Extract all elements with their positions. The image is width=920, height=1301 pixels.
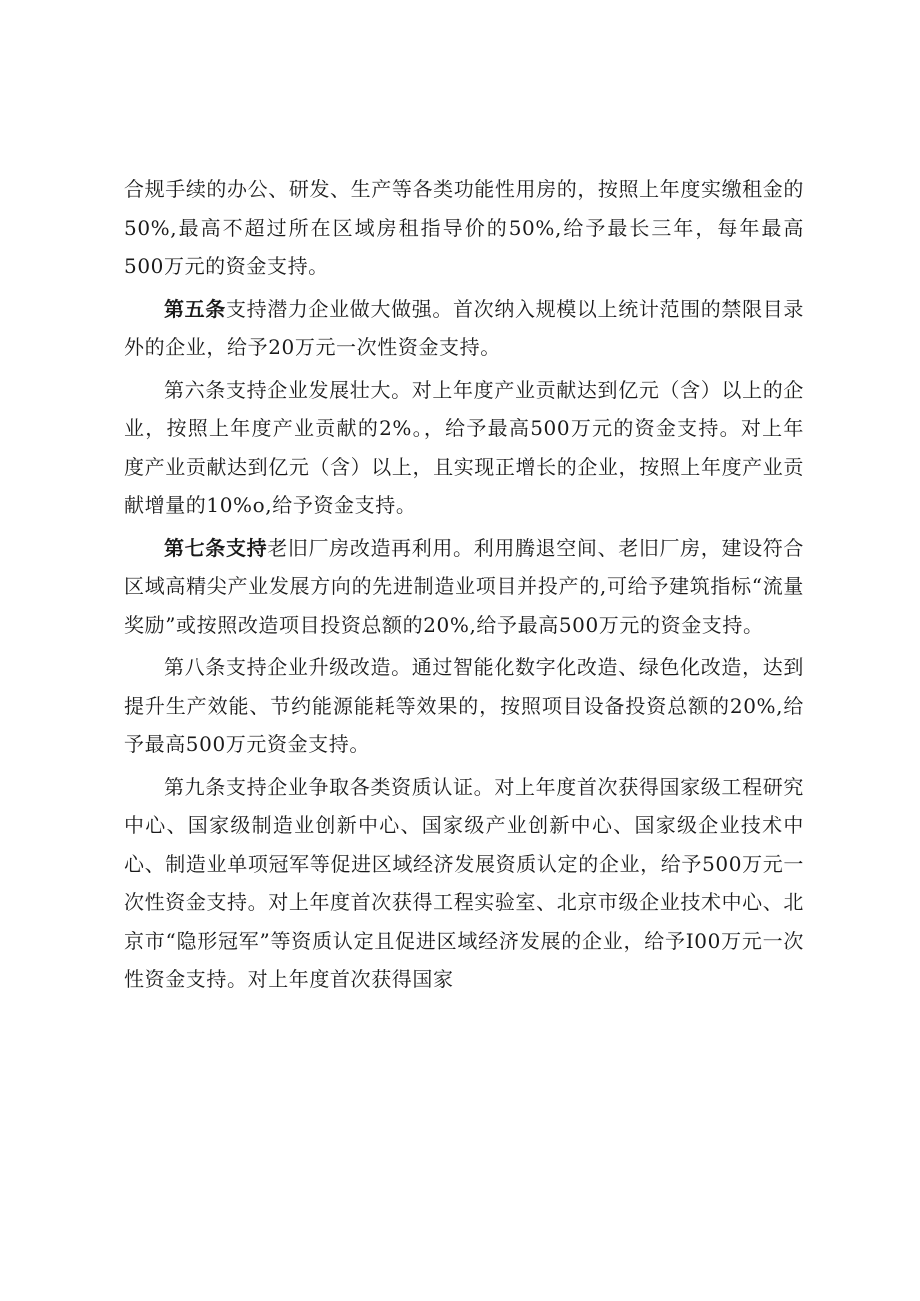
paragraph-article-9 xyxy=(124,768,804,999)
paragraph-article-7 xyxy=(124,529,804,645)
document-body xyxy=(124,170,804,1003)
paragraph-text: 老旧厂房改造再利用。利用腾退空间、老旧厂房，建设符合区域高精尖产业发展方向的先进制造业项目并投产的,可给予建筑指标“流量奖励”或按照改造项目投资总额的20%,给予最高500万元的资金支持。 xyxy=(124,535,804,637)
paragraph-article-6 xyxy=(124,371,804,525)
paragraph-text: 支持企业发展壮大。对上年度产业贡献达到亿元（含）以上的企业，按照上年度产业贡献的2%。，给予最高500万元的资金支持。对上年度产业贡献达到亿元（含）以上，且实现正增长的企业，按照上年度产业贡献增量的10%o,给予资金支持。 xyxy=(124,377,804,517)
paragraph-continuation xyxy=(124,170,804,286)
paragraph-article-8 xyxy=(124,648,804,764)
paragraph-text: 支持潜力企业做大做强。首次纳入规模以上统计范围的禁限目录外的企业，给予20万元一次性资金支持。 xyxy=(124,296,804,359)
article-heading: 第八条 xyxy=(164,655,226,679)
article-heading: 第九条 xyxy=(164,774,226,799)
article-heading: 第七条支持 xyxy=(164,535,268,560)
article-heading: 第五条 xyxy=(164,296,226,321)
paragraph-article-5 xyxy=(124,290,804,367)
paragraph-text: 支持企业争取各类资质认证。对上年度首次获得国家级工程研究中心、国家级制造业创新中心、国家级产业创新中心、国家级企业技术中心、制造业单项冠军等促进区域经济发展资质认定的企业，给予500万元一次性资金支持。对上年度首次获得工程实验室、北京市级企业技术中心、北京市“隐形冠军”等资质认定且促进区域经济发展的企业，给予I00万元一次性资金支持。对上年度首次获得国家 xyxy=(124,774,804,991)
article-heading: 第六条 xyxy=(164,377,226,402)
paragraph-text: 合规手续的办公、研发、生产等各类功能性用房的，按照上年度实缴租金的50%,最高不超过所在区域房租指导价的50%,给予最长三年，每年最高500万元的资金支持。 xyxy=(124,177,804,278)
paragraph-text: 支持企业升级改造。通过智能化数字化改造、绿色化改造，达到提升生产效能、节约能源能耗等效果的，按照项目设备投资总额的20%,给予最高500万元资金支持。 xyxy=(124,655,804,756)
